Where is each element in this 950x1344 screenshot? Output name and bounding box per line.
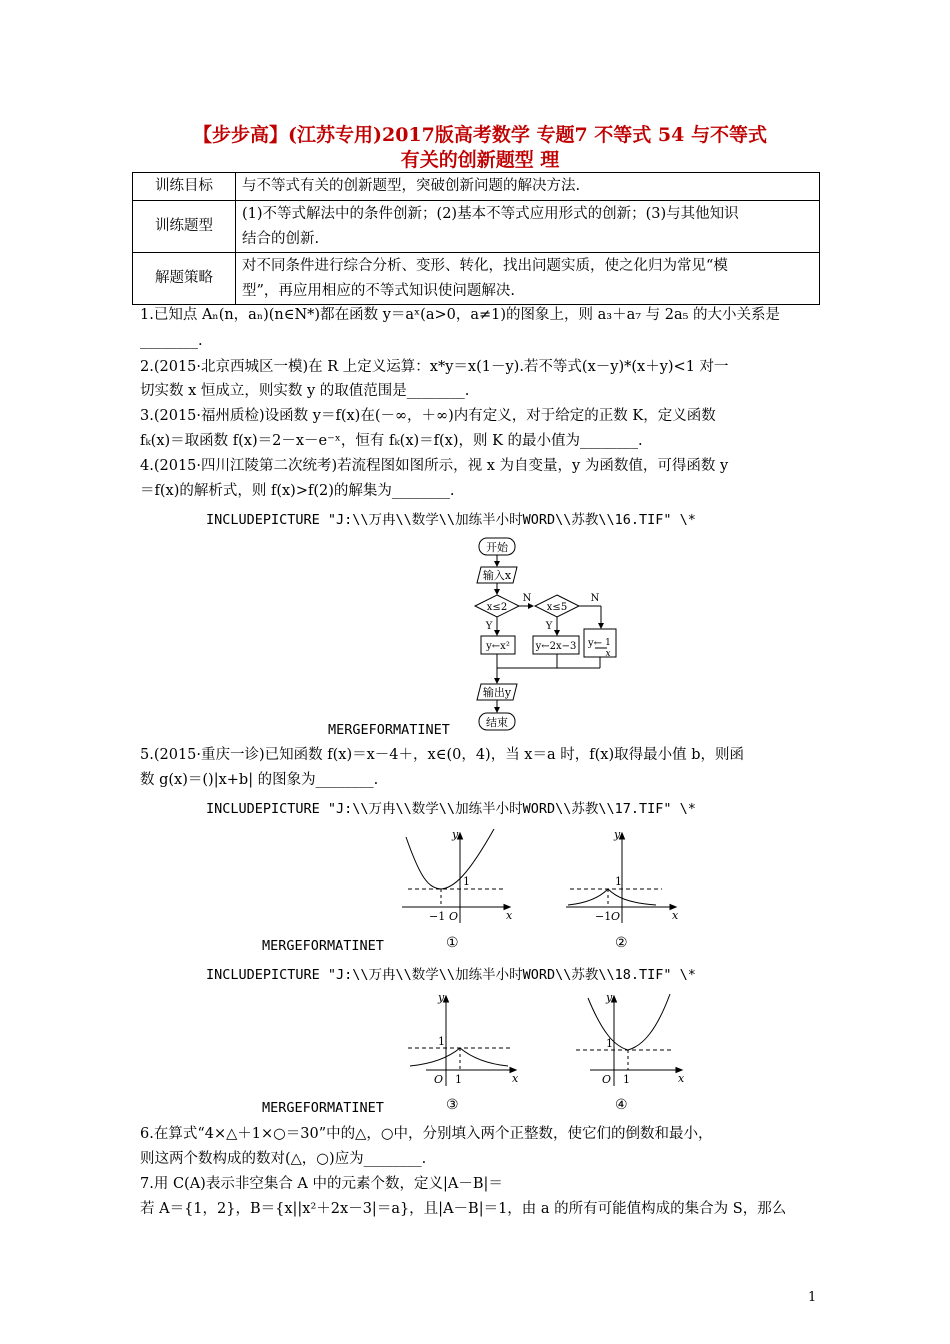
includepicture-field-16: INCLUDEPICTURE "J:\\万冉\\数学\\加练半小时WORD\\苏教\\16.TIF" \* (206, 512, 696, 528)
graph-4-caption: ④ (615, 1097, 628, 1113)
question-4-line1: 4.(2015·四川江陵第二次统考)若流程图如图所示，视 x 为自变量，y 为函数值，可得函数 y (140, 458, 729, 474)
graph-3-x-label: x (512, 1072, 519, 1085)
graph-1-x-label: x (506, 909, 513, 922)
question-6-line2: 则这两个数构成的数对(△，○)应为________. (140, 1151, 427, 1167)
flowchart-box2-label: y←2x−3 (535, 641, 577, 652)
page-title-line1: 【步步高】(江苏专用)2017版高考数学 专题7 不等式 54 与不等式 (193, 124, 767, 146)
graph-4-one-y-label: 1 (606, 1037, 613, 1050)
graph-1-curve (406, 829, 494, 889)
question-2-line1: 2.(2015·北京西城区一模)在 R 上定义运算：x*y＝x(1－y).若不等式(x－y)*(x＋y)<1 对一 (140, 359, 729, 375)
graph-3-curve (410, 1048, 508, 1066)
flowchart-cond2-label: x≤5 (546, 602, 568, 613)
graph-1-y-label: y (452, 828, 459, 841)
flowchart-input-label: 输入x (482, 569, 512, 582)
training-type-value (236, 201, 820, 253)
graph-4-x-label: x (678, 1072, 685, 1085)
graph-1-neg-one-label: −1 (429, 910, 446, 923)
graph-2-curve (568, 889, 656, 905)
includepicture-field-17: INCLUDEPICTURE "J:\\万冉\\数学\\加练半小时WORD\\苏教\\17.TIF" \* (206, 801, 696, 817)
flowchart-box3-lhs-label: y← (587, 638, 603, 649)
table-row (133, 173, 820, 201)
strategy-value-line1: 对不同条件进行综合分析、变形、转化，找出问题实质，使之化归为常见“模 (242, 257, 728, 274)
mergeformat-field-3: MERGEFORMATINET (262, 1100, 384, 1116)
flowchart-cond1-label: x≤2 (486, 602, 508, 613)
graph-3-origin-label: O (434, 1073, 444, 1086)
flowchart-no1-label: N (522, 593, 532, 604)
graph-2-caption: ② (615, 935, 628, 951)
question-2-line2: 切实数 x 恒成立，则实数 y 的取值范围是________. (140, 383, 470, 399)
training-info-table (132, 172, 820, 305)
question-6-line1: 6.在算式“4×△＋1×○＝30”中的△，○中，分别填入两个正整数，使它们的倒数和最小， (140, 1126, 713, 1142)
flowchart-start-label: 开始 (486, 541, 508, 554)
strategy-label: 解题策略 (133, 253, 236, 305)
flowchart-box3-den-label: x (605, 649, 611, 659)
question-3-line1: 3.(2015·福州质检)设函数 y＝f(x)在(－∞，＋∞)内有定义，对于给定的正数 K，定义函数 (140, 408, 716, 424)
graph-2-one-label: 1 (615, 875, 622, 888)
flowchart-box3-num-label: 1 (605, 638, 611, 648)
question-7-line2: 若 A＝{1，2}，B＝{x||x²＋2x－3|＝a}，且|A－B|＝1，由 a 的所有可能值构成的集合为 S，那么 (140, 1201, 787, 1217)
flowchart-yes2-label: Y (545, 621, 553, 632)
graph-4-one-x-label: 1 (623, 1073, 630, 1086)
graph-2-y-label: y (614, 828, 621, 841)
flowchart-yes1-label: Y (485, 621, 493, 632)
graph-3 (402, 988, 522, 1088)
graph-3-one-y-label: 1 (438, 1035, 445, 1048)
graph-2-origin-label: O (611, 910, 621, 923)
mergeformat-field-2: MERGEFORMATINET (262, 938, 384, 954)
question-5-line2: 数 g(x)＝()|x+b| 的图象为________. (140, 772, 379, 788)
graph-4-origin-label: O (602, 1073, 612, 1086)
training-type-value-line1: (1)不等式解法中的条件创新；(2)基本不等式应用形式的创新；(3)与其他知识 (242, 205, 739, 222)
training-goal-label: 训练目标 (133, 173, 236, 201)
table-row (133, 201, 820, 253)
graph-3-y-label: y (438, 991, 445, 1004)
table-row (133, 253, 820, 305)
graph-1-one-label: 1 (463, 875, 470, 888)
question-7-line1: 7.用 C(A)表示非空集合 A 中的元素个数，定义|A－B|＝ (140, 1176, 503, 1192)
page-number: 1 (808, 1290, 817, 1305)
graph-1-origin-label: O (449, 910, 459, 923)
graph-4-curve (588, 994, 670, 1050)
flowchart-no2-label: N (590, 593, 600, 604)
graph-3-caption: ③ (446, 1097, 459, 1113)
graph-4 (570, 988, 690, 1088)
graph-1-caption: ① (446, 935, 459, 951)
graph-1 (398, 825, 518, 925)
training-goal-value: 与不等式有关的创新题型，突破创新问题的解决方法. (236, 173, 820, 201)
question-5-line1: 5.(2015·重庆一诊)已知函数 f(x)＝x－4＋，x∈(0，4)，当 x＝a 时，f(x)取得最小值 b，则函 (140, 747, 744, 763)
strategy-value-line2: 型”，再应用相应的不等式知识使问题解决. (242, 282, 516, 299)
graph-4-y-label: y (606, 991, 613, 1004)
training-type-label: 训练题型 (133, 201, 236, 253)
question-1-line1: 1.已知点 Aₙ(n，aₙ)(n∈N*)都在函数 y＝aˣ(a>0，a≠1)的图象上，则 a₃＋a₇ 与 2a₅ 的大小关系是 (140, 307, 781, 323)
graph-2 (562, 825, 682, 925)
flowchart-output-label: 输出y (482, 686, 512, 699)
mergeformat-field-1: MERGEFORMATINET (328, 722, 450, 738)
includepicture-field-18: INCLUDEPICTURE "J:\\万冉\\数学\\加练半小时WORD\\苏教\\18.TIF" \* (206, 967, 696, 983)
graph-2-x-label: x (672, 909, 679, 922)
flowchart-end-label: 结束 (486, 716, 508, 729)
page-title-line2: 有关的创新题型 理 (400, 149, 560, 171)
training-type-value-line2: 结合的创新. (242, 230, 320, 247)
question-1-line2: ________. (140, 333, 203, 349)
question-4-line2: ＝f(x)的解析式，则 f(x)>f(2)的解集为________. (140, 483, 455, 499)
flowchart (455, 532, 625, 738)
question-3-line2: fₖ(x)＝取函数 f(x)＝2－x－e⁻ˣ，恒有 fₖ(x)＝f(x)，则 K 的最小值为________. (140, 433, 643, 449)
flowchart-box1-label: y←x² (486, 641, 510, 652)
graph-3-one-x-label: 1 (455, 1073, 462, 1086)
graph-2-neg-one-label: −1 (595, 910, 612, 923)
strategy-value (236, 253, 820, 305)
